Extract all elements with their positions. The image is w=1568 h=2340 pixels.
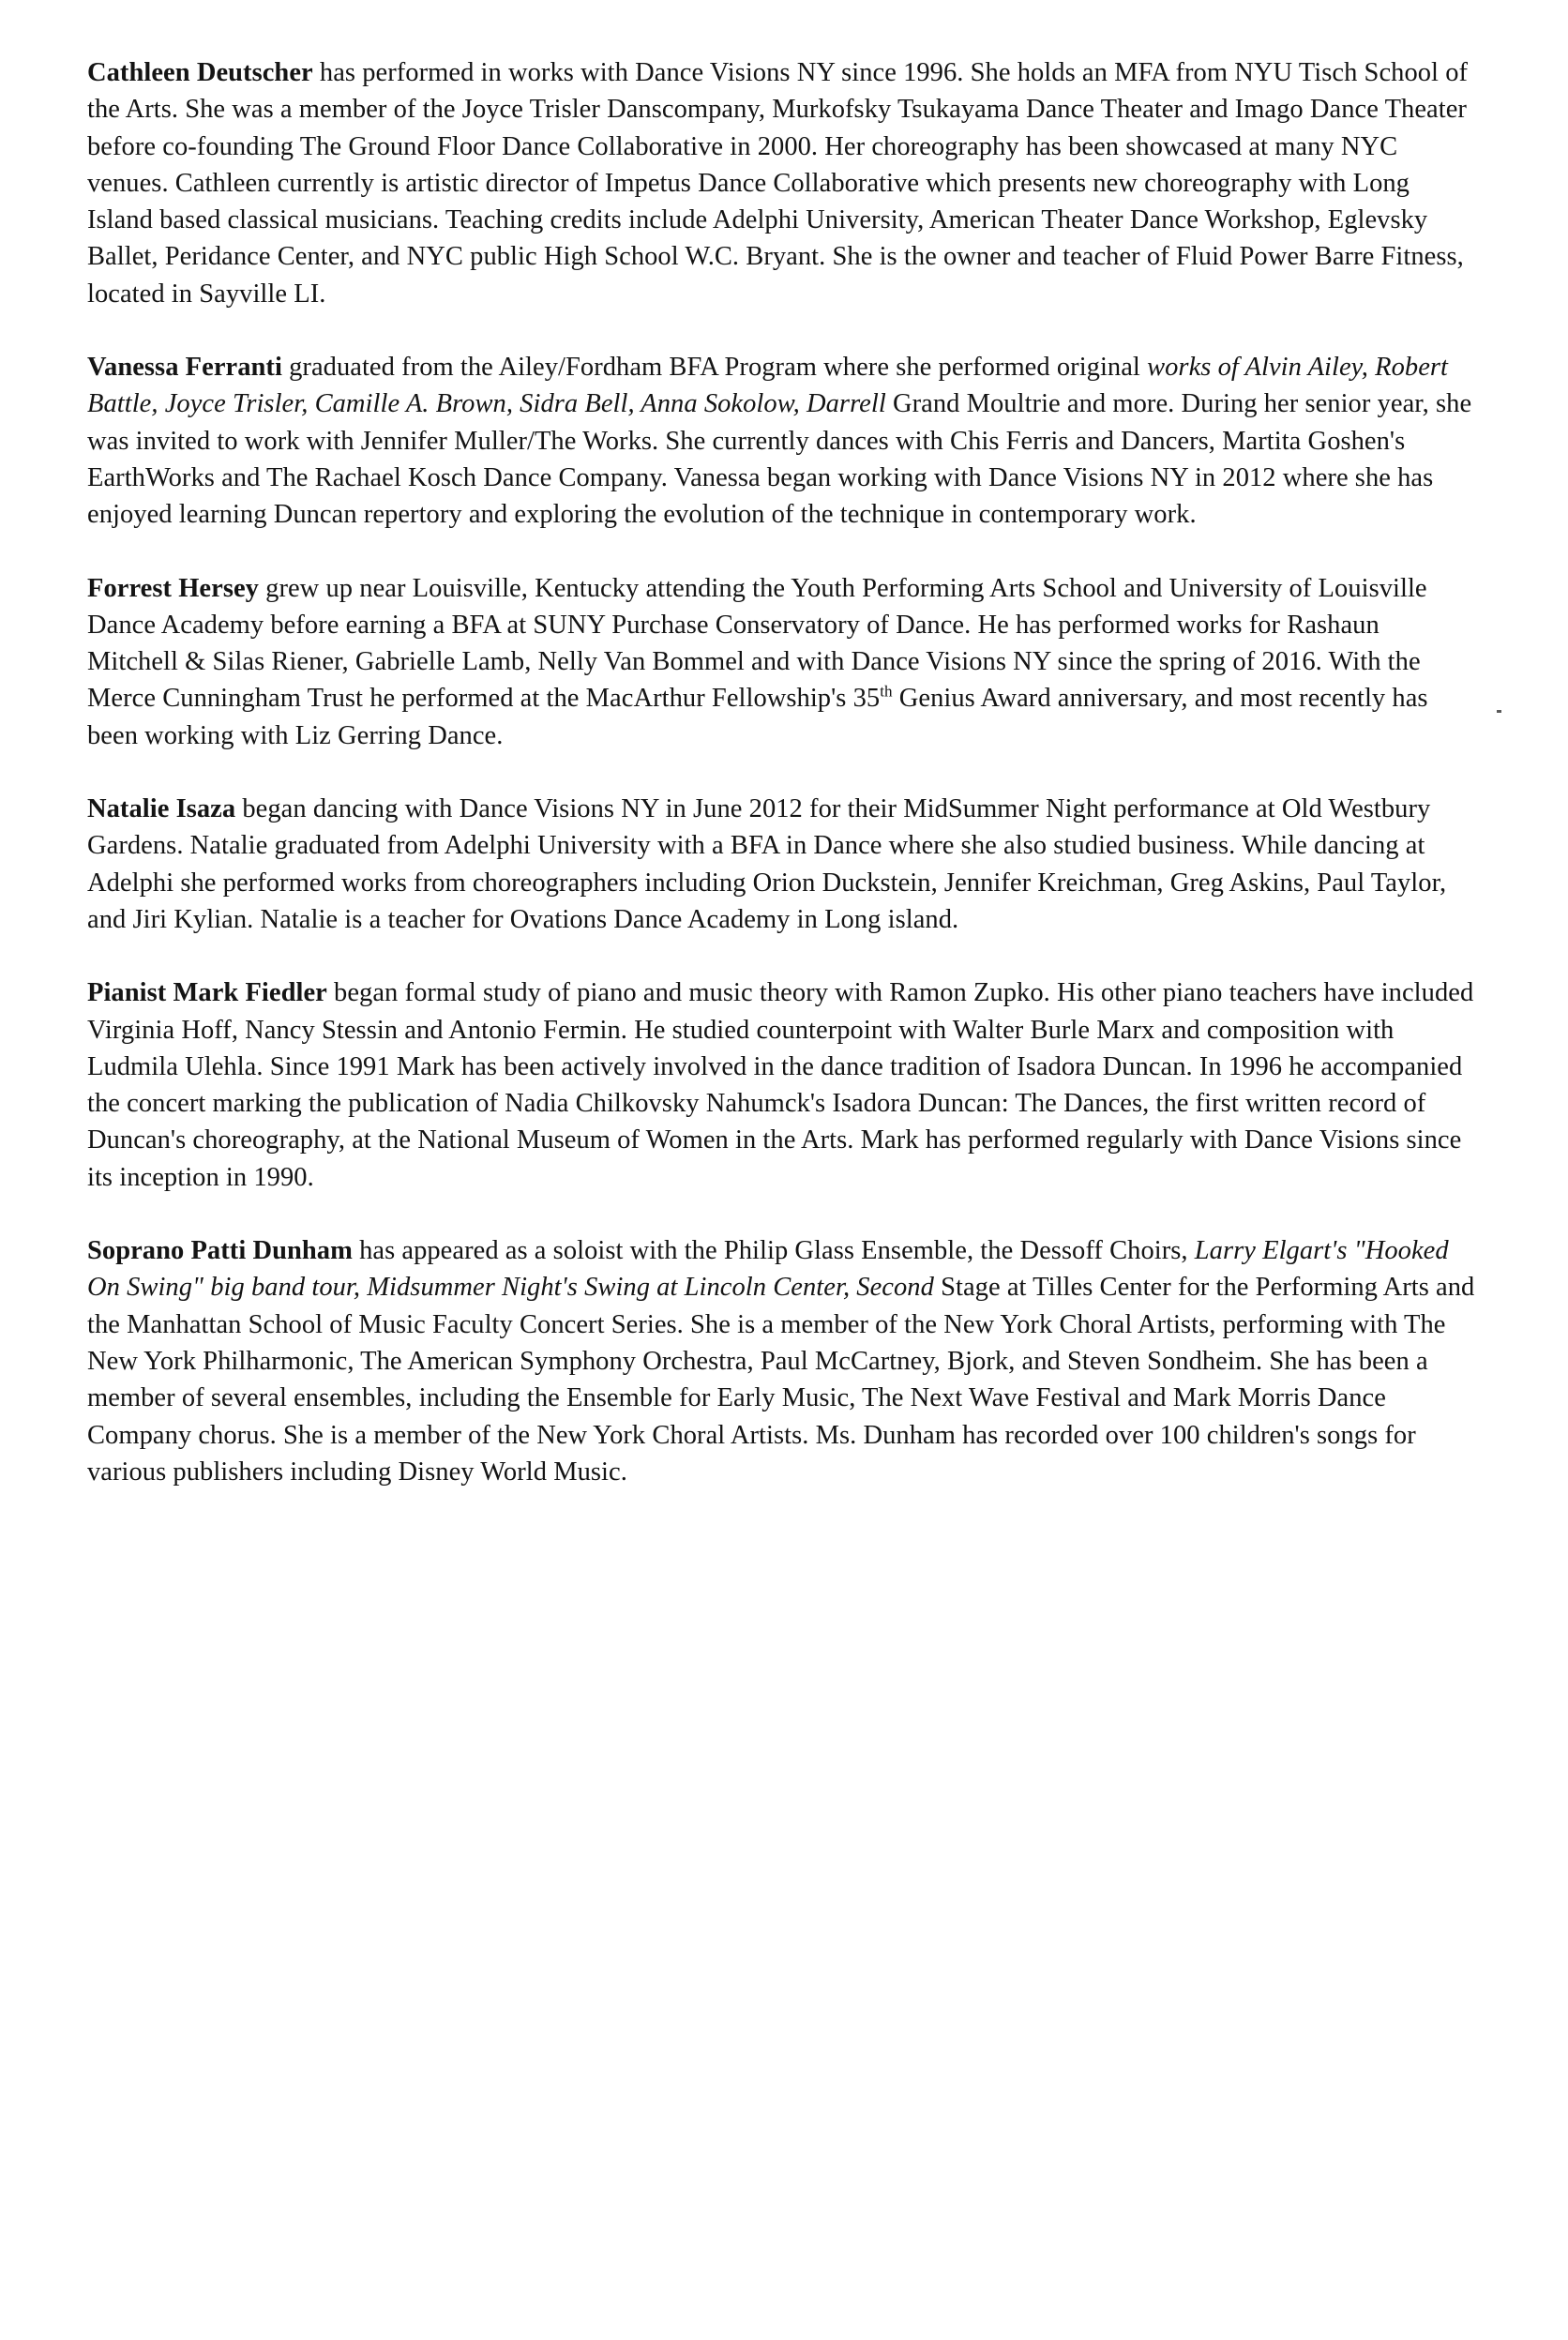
bio-name: Forrest Hersey — [87, 573, 259, 603]
bio-text: began dancing with Dance Visions NY in June 2012 for their MidSummer Night performance at Old Westbury Gardens. Natalie graduated from Adelphi University with a BFA in Dance where she also studied business. While dancing at Adelphi she performed works from choreographers including Orion Duckstein, Jennifer Kreichman, Greg Askins, Paul Taylor, and Jiri Kylian. Natalie is a teacher for Ovations Dance Academy in Long island. — [87, 794, 1447, 934]
bio-page — [87, 54, 1475, 1527]
bio-text-italic: Larry Elgart's "Hooked On Swing" big band tour, Midsummer Night's Swing at Lincoln Center, Second — [87, 1236, 1449, 1303]
bio-text: grew up near Louisville, Kentucky attending the Youth Performing Arts School and University of Louisville Dance Academy before earning a BFA at SUNY Purchase Conservatory of Dance. He has performed works for Rashaun Mitchell & Silas Riener, Gabrielle Lamb, Nelly Van Bommel and with Dance Visions NY since the spring of 2016. With the Merce Cunningham Trust he performed at the MacArthur Fellowship's 35 — [87, 573, 1427, 714]
bio-text: graduated from the Ailey/Fordham BFA Program where she performed original — [281, 353, 1148, 383]
bio-text: began formal study of piano and music theory with Ramon Zupko. His other piano teachers have included Virginia Hoff, Nancy Stessin and Antonio Fermin. He studied counterpoint with Walter Burle Marx and composition with Ludmila Ulehla. Since 1991 Mark has been actively involved in the dance tradition of Isadora Duncan. In 1996 he accompanied the concert marking the publication of Nadia Chilkovsky Nahumck's Isadora Duncan: The Dances, the first written record of Duncan's choreography, at the National Museum of Women in the Arts. Mark has performed regularly with Dance Visions since its inception in 1990. — [87, 978, 1474, 1192]
bio-natalie-isaza — [87, 791, 1475, 938]
bio-cathleen-deutscher — [87, 54, 1475, 312]
bio-patti-dunham — [87, 1232, 1475, 1490]
bio-mark-fiedler — [87, 974, 1475, 1196]
bio-text-italic: works of Alvin Ailey, Robert Battle, Joyce Trisler, Camille A. Brown, Sidra Bell, Anna Sokolow, Darrell — [87, 353, 1449, 419]
bio-name: Cathleen Deutscher — [87, 58, 313, 87]
ordinal-suffix: th — [880, 682, 893, 701]
bio-vanessa-ferranti — [87, 349, 1475, 533]
bio-text: has appeared as a soloist with the Philip Glass Ensemble, the Dessoff Choirs, — [352, 1236, 1195, 1266]
bio-forrest-hersey — [87, 570, 1475, 754]
bio-text: Grand Moultrie and more. During her senior year, she was invited to work with Jennifer Muller/The Works. She currently dances with Chis Ferris and Dancers, Martita Goshen's EarthWorks and The Rachael Kosch Dance Company. Vanessa began working with Dance Visions NY in 2012 where she has enjoyed learning Duncan repertory and exploring the evolution of the technique in contemporary work. — [87, 389, 1472, 530]
bio-name: Vanessa Ferranti — [87, 353, 282, 383]
bio-name: Soprano Patti Dunham — [87, 1236, 353, 1266]
bio-text: Stage at Tilles Center for the Performing Arts and the Manhattan School of Music Faculty Concert Series. She is a member of the New York Choral Artists, performing with The New York Philharmonic, The American Symphony Orchestra, Paul McCartney, Bjork, and Steven Sondheim. She has been a member of several ensembles, including the Ensemble for Early Music, The Next Wave Festival and Mark Morris Dance Company chorus. She is a member of the New York Choral Artists. Ms. Dunham has recorded over 100 children's songs for various publishers including Disney World Music. — [87, 1273, 1475, 1487]
bio-name: Natalie Isaza — [87, 794, 236, 824]
scan-speck — [1497, 710, 1501, 713]
bio-text: Genius Award anniversary, and most recently has been working with Liz Gerring Dance. — [87, 684, 1428, 750]
bio-name: Pianist Mark Fiedler — [87, 978, 327, 1008]
bio-text: has performed in works with Dance Visions NY since 1996. She holds an MFA from NYU Tisch School of the Arts. She was a member of the Joyce Trisler Danscompany, Murkofsky Tsukayama Dance Theater and Imago Dance Theater before co-founding The Ground Floor Dance Collaborative in 2000. Her choreography has been showcased at many NYC venues. Cathleen currently is artistic director of Impetus Dance Collaborative which presents new choreography with Long Island based classical musicians. Teaching credits include Adelphi University, American Theater Dance Workshop, Eglevsky Ballet, Peridance Center, and NYC public High School W.C. Bryant. She is the owner and teacher of Fluid Power Barre Fitness, located in Sayville LI. — [87, 58, 1469, 309]
